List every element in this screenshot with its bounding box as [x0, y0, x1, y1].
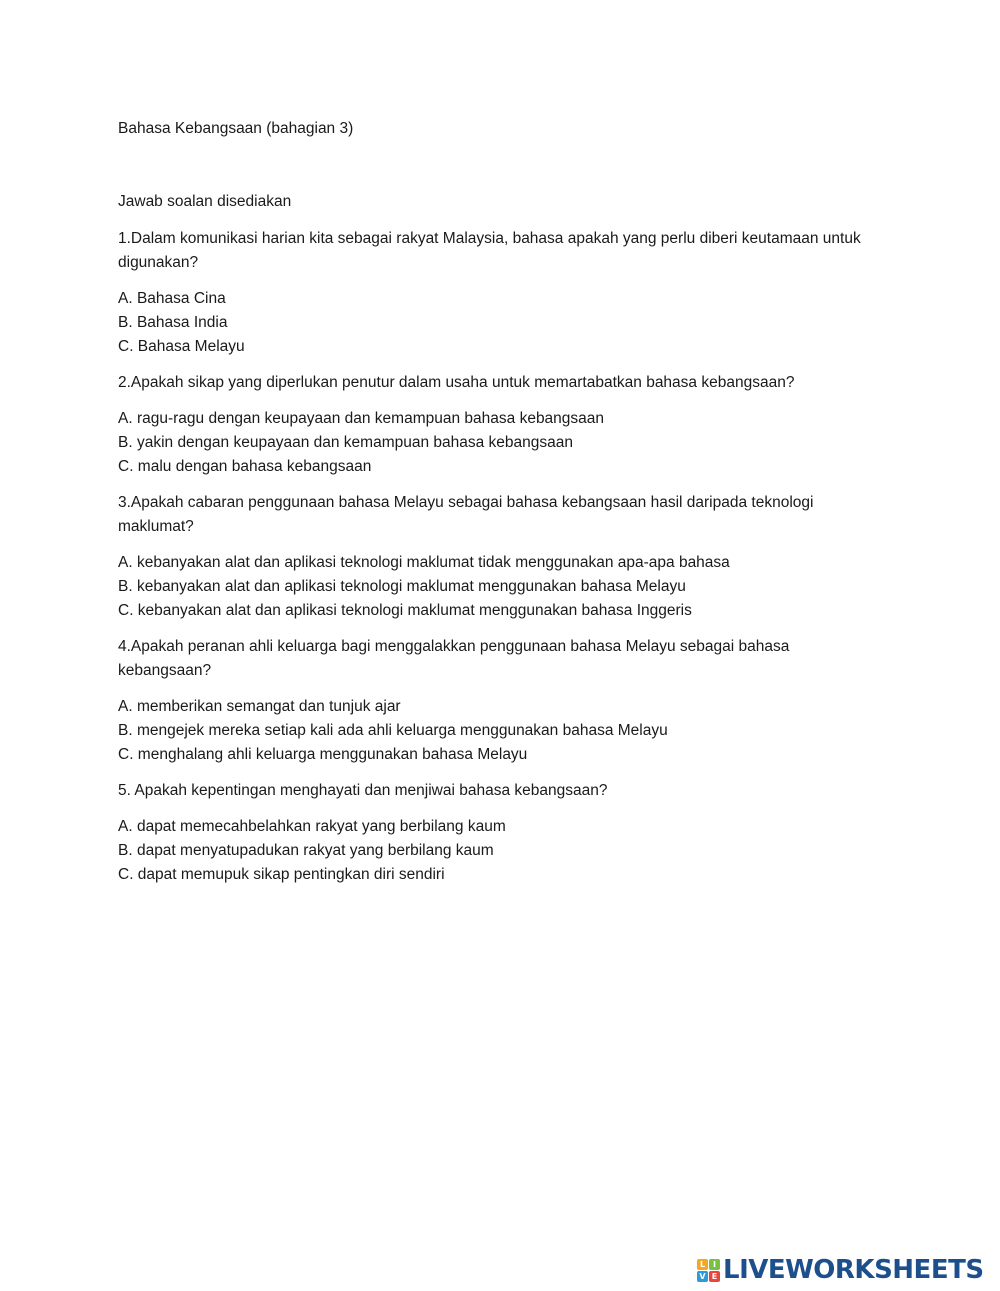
logo-text: LIVEWORKSHEETS [723, 1255, 984, 1285]
option-c: C. Bahasa Melayu [118, 338, 245, 355]
option-c: C. dapat memupuk sikap pentingkan diri sendiri [118, 866, 445, 883]
option-a: A. ragu-ragu dengan keupayaan dan kemampuan bahasa kebangsaan [118, 410, 605, 427]
logo-mark-cell: I [709, 1259, 720, 1270]
question-text: 1.Dalam komunikasi harian kita sebagai rakyat Malaysia, bahasa apakah yang perlu diberi keutamaan untuk digunakan? [118, 230, 861, 271]
question-4 [118, 635, 878, 767]
question-text: 4.Apakah peranan ahli keluarga bagi menggalakkan penggunaan bahasa Melayu sebagai bahasa kebangsaan? [118, 638, 790, 679]
option-a: A. memberikan semangat dan tunjuk ajar [118, 698, 401, 715]
option-b: B. yakin dengan keupayaan dan kemampuan bahasa kebangsaan [118, 434, 574, 451]
option-a: A. dapat memecahbelahkan rakyat yang berbilang kaum [118, 818, 506, 835]
question-5 [118, 779, 878, 887]
option-a: A. kebanyakan alat dan aplikasi teknologi maklumat tidak menggunakan apa-apa bahasa [118, 554, 730, 571]
worksheet-title: Bahasa Kebangsaan (bahagian 3) [118, 120, 354, 137]
option-c: C. malu dengan bahasa kebangsaan [118, 458, 372, 475]
option-c: C. menghalang ahli keluarga menggunakan bahasa Melayu [118, 746, 528, 763]
question-2 [118, 371, 878, 479]
option-b: B. dapat menyatupadukan rakyat yang berbilang kaum [118, 842, 494, 859]
question-list [118, 227, 878, 899]
question-1 [118, 227, 878, 359]
option-b: B. Bahasa India [118, 314, 228, 331]
logo-mark-cell: V [697, 1271, 708, 1282]
option-c: C. kebanyakan alat dan aplikasi teknologi maklumat menggunakan bahasa Inggeris [118, 602, 692, 619]
question-text: 5. Apakah kepentingan menghayati dan menjiwai bahasa kebangsaan? [118, 782, 608, 799]
logo-mark-cell: E [709, 1271, 720, 1282]
option-b: B. mengejek mereka setiap kali ada ahli keluarga menggunakan bahasa Melayu [118, 722, 668, 739]
worksheet-instruction: Jawab soalan disediakan [118, 193, 292, 210]
liveworksheets-logo-icon [697, 1259, 720, 1282]
question-text: 2.Apakah sikap yang diperlukan penutur dalam usaha untuk memartabatkan bahasa kebangsaan? [118, 374, 795, 391]
option-b: B. kebanyakan alat dan aplikasi teknologi maklumat menggunakan bahasa Melayu [118, 578, 686, 595]
option-a: A. Bahasa Cina [118, 290, 226, 307]
question-text: 3.Apakah cabaran penggunaan bahasa Melayu sebagai bahasa kebangsaan hasil daripada teknologi maklumat? [118, 494, 814, 535]
question-3 [118, 491, 878, 623]
logo-mark-cell: L [697, 1259, 708, 1270]
liveworksheets-logo [697, 1255, 984, 1285]
